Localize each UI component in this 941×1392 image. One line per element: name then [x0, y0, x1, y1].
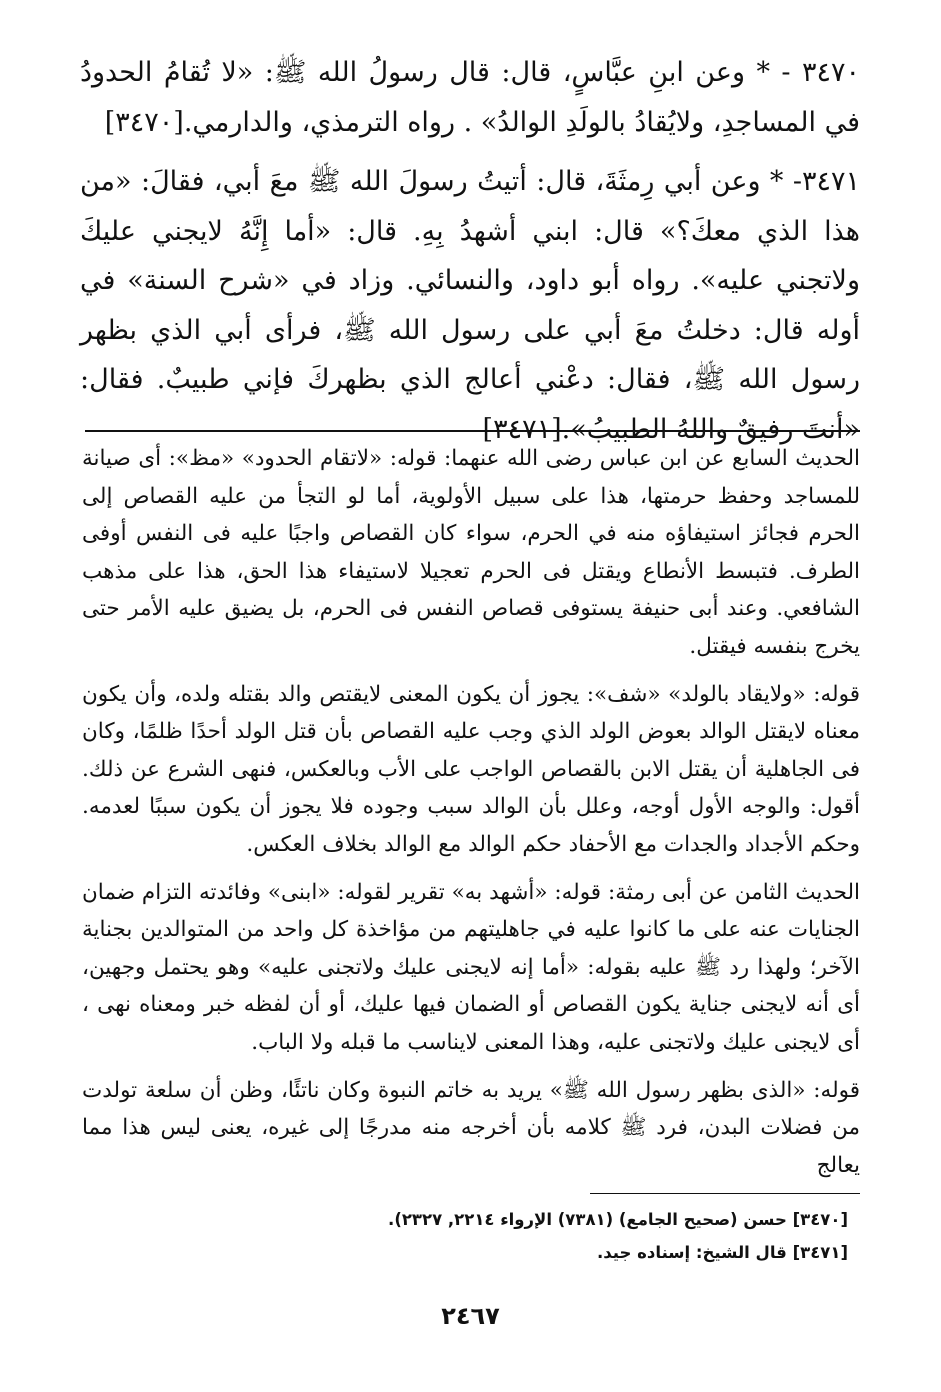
commentary-paragraph-4: قوله: «الذى بظهر رسول الله ﷺ» يريد به خاتم النبوة وكان ناتئًا، وظن أن سلعة تولدت من فضلات البدن، فرد ﷺ كلامه بأن أخرجه منه مدرجًا إلى غيره، يعنى ليس هذا مما يعالج: [82, 1077, 860, 1178]
main-text: [80, 48, 860, 454]
footnote-divider: [590, 1193, 860, 1194]
page-number: ٢٤٦٧: [441, 1302, 500, 1330]
commentary-paragraph-1: الحديث السابع عن ابن عباس رضى الله عنهما: قوله: «لاتقام الحدود» «مظ»: أى صيانة للمساجد وحفظ حرمتها، هذا على سبيل الأولوية، أما لو التجأ من عليه القصاص إلى الحرم فجائز استيفاؤه منه في الحرم، سواء كان القصاص واجبًا عليه فى النفس أوفى الطرف. فتبسط الأنطاع ويقتل فى الحرم تعجيلا لاستيفاء هذا الحق، هذا على مذهب الشافعي. وعند أبى حنيفة يستوفى قصاص النفس فى الحرم، بل يضيق عليه الأمر حتى يخرج بنفسه فيقتل.: [82, 446, 860, 659]
footnote-3470: [٣٤٧٠] حسن (صحيح الجامع) (٧٣٨١) الإرواء ٢٢١٤, ٢٣٢٧).: [388, 1210, 848, 1229]
main-text-divider: [85, 430, 860, 432]
commentary-paragraph-2: قوله: «ولايقاد بالولد» «شف»: يجوز أن يكون المعنى لايقتص والد بقتله ولده، وأن يكون معناه لايقتل الوالد بعوض الولد الذي وجب عليه القصاص بأن قتل الولد أحدًا ظلمًا، وكان فى الجاهلية أن يقتل الابن بالقصاص الواجب على الأب وبالعكس، فنهى الشرع عن ذلك. أقول: والوجه الأول أوجه، وعلل بأن الوالد سبب وجوده فلا يجوز أن يكون سببًا لعدمه. وحكم الأجداد والجدات مع الأحفاد حكم الوالد مع الوالد بخلاف العكس.: [82, 681, 860, 857]
footnote-3471: [٣٤٧١] قال الشيخ: إسناده جيد.: [597, 1243, 848, 1262]
commentary: [82, 440, 860, 1194]
commentary-paragraph-3: الحديث الثامن عن أبى رمثة: قوله: «أشهد به» تقرير لقوله: «ابنى» وفائدته التزام ضمان الجنايات عنه على ما كانوا عليه في جاهليتهم من مؤاخذة كل واحد من المتوالدين بجناية الآخر؛ ولهذا رد ﷺ عليه بقوله: «أما إنه لايجنى عليك ولاتجنى عليه» وهو يحتمل وجهين، أى أنه لايجنى جناية يكون القصاص أو الضمان فيها عليك، أو أن لفظه خبر ومعناه نهى ، أى لايجنى عليك ولاتجنى عليه، وهذا المعنى لايناسب ما قبله ولا الباب.: [82, 879, 860, 1055]
footnotes: [300, 1203, 848, 1269]
hadith-3471: ٣٤٧١- * وعن أبي رِمثَةَ، قال: أتيتُ رسولَ الله ﷺ معَ أبي، فقالَ: «من هذا الذي معكَ؟» قال: ابني أشهدُ بِهِ. قال: «أما إِنَّهُ لايجني عليكَ ولاتجني عليه». رواه أبو داود، والنسائي. وزاد في «شرح السنة» في أوله قال: دخلتُ معَ أبي على رسول الله ﷺ، فرأى أبي الذي بظهر رسول الله ﷺ، فقال: دعْني أعالج الذي بظهركَ فإني طبيبٌ. فقال: «أنتَ رفيقٌ واللهُ الطبيبُ».[٣٤٧١]: [80, 166, 860, 445]
hadith-3470: ٣٤٧٠ - * وعن ابنِ عبَّاسٍ، قال: قال رسولُ الله ﷺ: «لا تُقامُ الحدودُ في المساجدِ، ولايُقادُ بالولَدِ الوالدُ» . رواه الترمذي، والدارمي.[٣٤٧٠]: [80, 57, 860, 138]
